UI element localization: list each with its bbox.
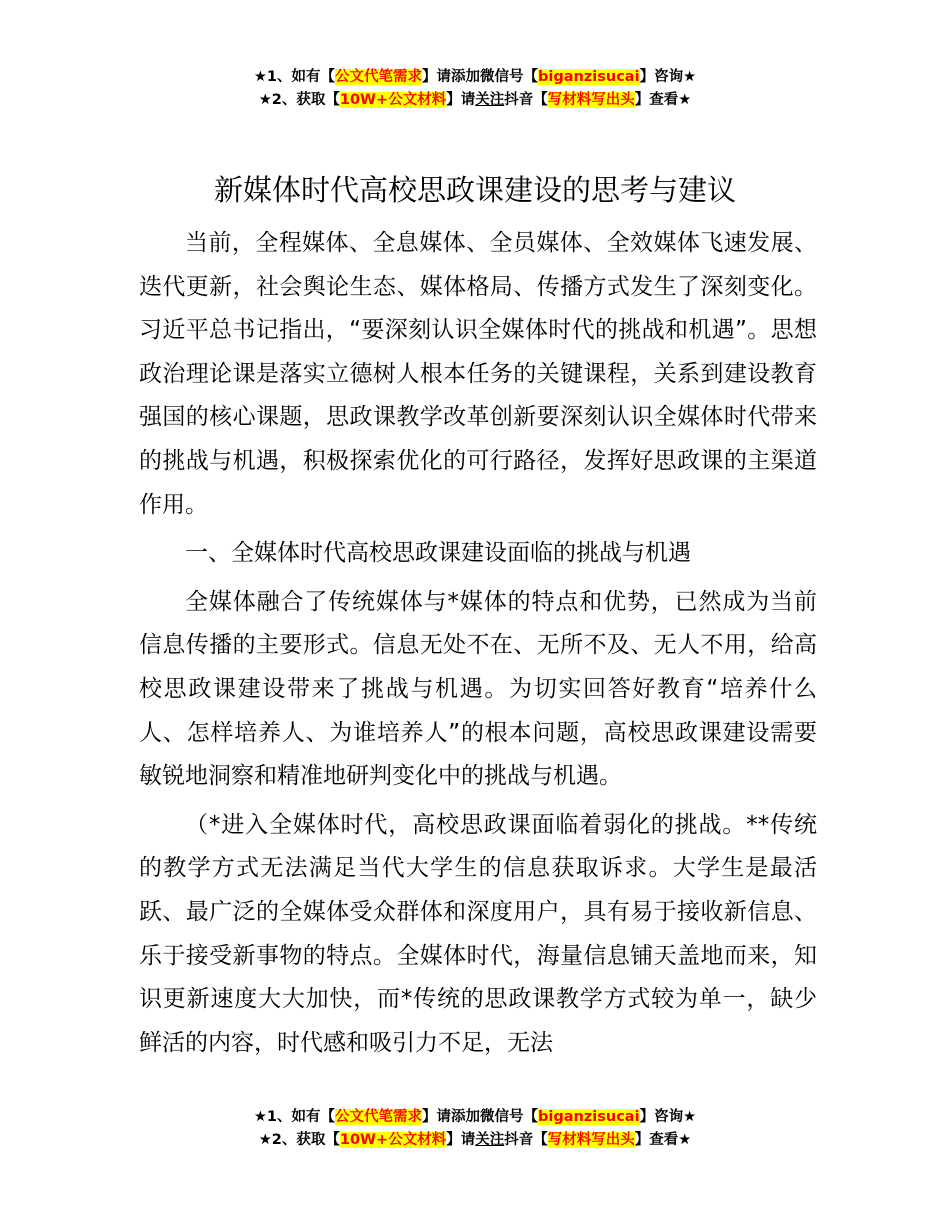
banner-highlight: 公文代笔需求 — [335, 69, 423, 85]
section-heading: 一、全媒体时代高校思政课建设面临的挑战与机遇 — [185, 540, 691, 567]
paragraph: （*进入全媒体时代，高校思政课面临着弱化的挑战。**传统的教学方式无法满足当代大学生的信息获取诉求。大学生是最活跃、最广泛的全媒体受众群体和深度用户，具有易于接收新信息、乐于接受新事物的特点。全媒体时代，海量信息铺天盖地而来，知识更新速度大大加快，而*传统的思政课教学方式较为单一，缺少鲜活的内容，时代感和吸引力不足，无法 — [139, 811, 817, 1056]
banner-text: ★1、如有【 — [253, 69, 336, 85]
banner-text: 】咨询★ — [639, 69, 697, 85]
banner-text: 】请 — [446, 1132, 476, 1148]
banner-text: ★2、获取【 — [258, 1132, 340, 1148]
paragraph: 当前，全程媒体、全息媒体、全员媒体、全效媒体飞速发展、迭代更新，社会舆论生态、媒体格局、传播方式发生了深刻变化。习近平总书记指出，“要深刻认识全媒体时代的挑战和机遇”。思想政治理论课是落实立德树人根本任务的关键课程，关系到建设教育强国的核心课题，思政课教学改革创新要深刻认识全媒体时代带来的挑战与机遇，积极探索优化的可行路径，发挥好思政课的主渠道作用。 — [139, 230, 817, 518]
banner-highlight: 10W+公文材料 — [339, 92, 447, 108]
banner-underline: 关注 — [475, 92, 505, 108]
banner-highlight: biganzisucai — [538, 69, 640, 85]
banner-text: 】请添加微信号【 — [422, 1109, 539, 1125]
banner-line-2 — [0, 1129, 950, 1152]
banner-text: 抖音【 — [504, 92, 548, 108]
paragraph: 全媒体融合了传统媒体与*媒体的特点和优势，已然成为当前信息传播的主要形式。信息无处不在、无所不及、无人不用，给高校思政课建设带来了挑战与机遇。为切实回答好教育“培养什么人、怎样培养人、为谁培养人”的根本问题，高校思政课建设需要敏锐地洞察和精准地研判变化中的挑战与机遇。 — [139, 588, 817, 790]
banner-line-1 — [0, 1106, 950, 1129]
banner-highlight: 写材料写出头 — [547, 92, 635, 108]
banner-line-1 — [0, 66, 950, 89]
banner-text: ★1、如有【 — [253, 1109, 336, 1125]
banner-underline: 关注 — [475, 1132, 505, 1148]
banner-highlight: 写材料写出头 — [547, 1132, 635, 1148]
banner-text: ★2、获取【 — [258, 92, 340, 108]
banner-highlight: 公文代笔需求 — [335, 1109, 423, 1125]
document-title: 新媒体时代高校思政课建设的思考与建议 — [213, 173, 736, 207]
banner-line-2 — [0, 89, 950, 112]
banner-text: 】请添加微信号【 — [422, 69, 539, 85]
banner-text: 】查看★ — [634, 92, 692, 108]
banner-text: 】查看★ — [634, 1132, 692, 1148]
banner-highlight: 10W+公文材料 — [339, 1132, 447, 1148]
footer-banner — [0, 1106, 950, 1152]
banner-text: 抖音【 — [504, 1132, 548, 1148]
banner-text: 】请 — [446, 92, 476, 108]
banner-text: 】咨询★ — [639, 1109, 697, 1125]
document-body — [139, 222, 817, 1070]
banner-highlight: biganzisucai — [538, 1109, 640, 1125]
header-banner — [0, 66, 950, 112]
